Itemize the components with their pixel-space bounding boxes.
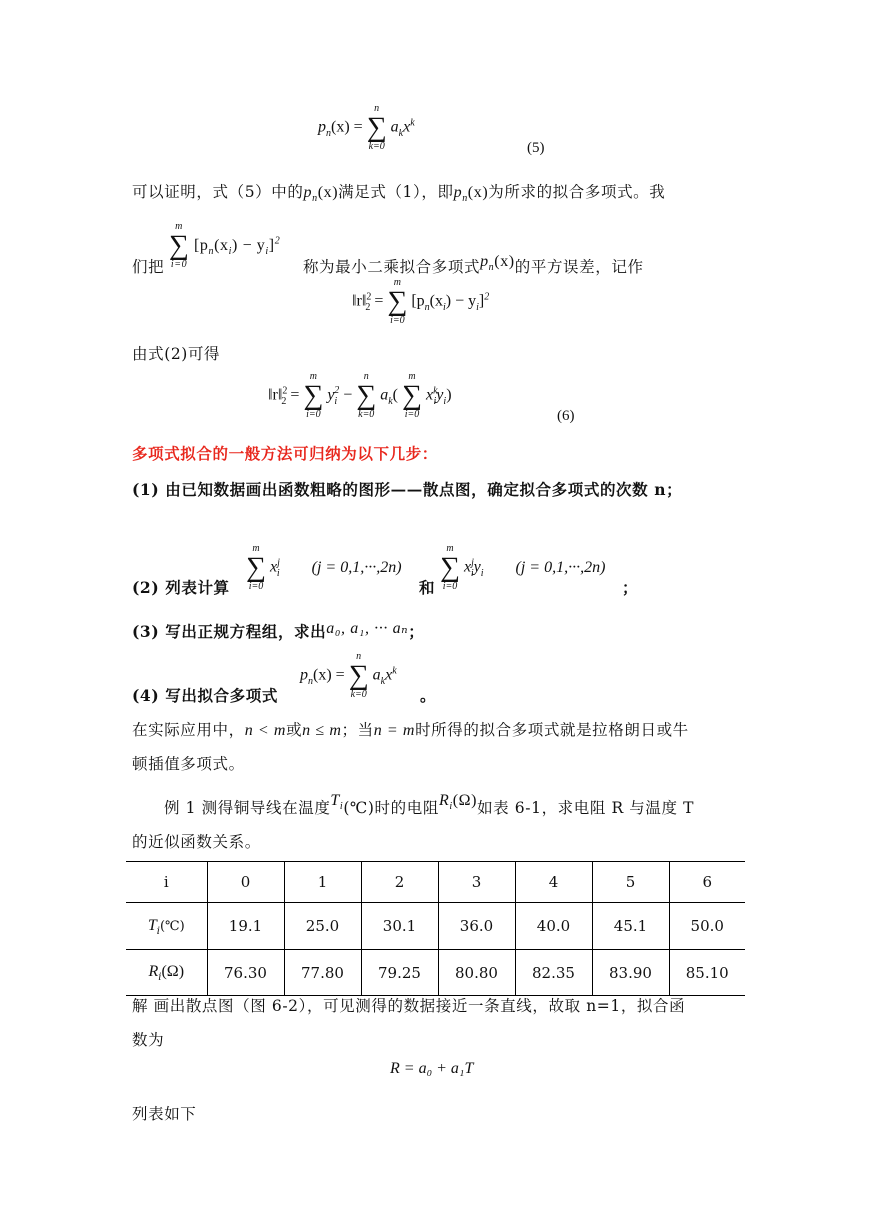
table-cell: 19.1 [207, 903, 284, 950]
example-1-line2: 的近似函数关系。 [132, 833, 261, 851]
step-1: (1) 由已知数据画出函数粗略的图形——散点图，确定拟合多项式的次数 n； [132, 480, 683, 499]
solution-line2: 数为 [132, 1031, 165, 1049]
table-cell: 4 [515, 862, 592, 903]
table-cell: 79.25 [361, 950, 438, 996]
table-cell: 50.0 [669, 903, 745, 950]
step-4-period: 。 [420, 686, 437, 705]
data-table [126, 861, 745, 996]
table-cell: 36.0 [438, 903, 515, 950]
paragraph-proof: 可以证明，式（5）中的$p_n(x)$满足式（1），即$p_n(x)$为所求的拟合多项式。我 [132, 183, 666, 205]
table-cell: 0 [207, 862, 284, 903]
table-cell: 2 [361, 862, 438, 903]
table-cell: 85.10 [669, 950, 745, 996]
table-cell: 1 [284, 862, 361, 903]
step-4: (4) 写出拟合多项式 [132, 686, 278, 705]
table-cell: 45.1 [592, 903, 669, 950]
table-cell: 3 [438, 862, 515, 903]
table-row-label: $R_i(\Omega)$ [126, 950, 207, 996]
formula-residual: ‖r‖$^2_2$ = m ∑ i=0 $[p_n(x_i) - y_i]^2$ [352, 277, 490, 326]
table-cell: 25.0 [284, 903, 361, 950]
table-cell: 80.80 [438, 950, 515, 996]
step-2-and: 和 [419, 578, 436, 597]
paragraph-from-eq2: 由式(2)可得 [132, 345, 221, 363]
table-cell: i [126, 862, 207, 903]
paragraph-square-error: 们把 m ∑ i=0 $[p_n(x_i) - y_i]^2$ 称为最小二乘拟合多项式$p_n(x)$的平方误差，记作 [132, 221, 644, 276]
step-2-sum-xjy: m ∑ i=0 $x^j_iy_i$ (j = 0,1,···,2n) [440, 543, 606, 592]
table-cell: 30.1 [361, 903, 438, 950]
table-cell: 77.80 [284, 950, 361, 996]
table-cell: 83.90 [592, 950, 669, 996]
example-1: 例 1 测得铜导线在温度$T_i(℃)$时的电阻$R_i(\Omega)$如表 6-1，求电阻 R 与温度 T [164, 792, 695, 817]
table-cell: 6 [669, 862, 745, 903]
section-heading: 多项式拟合的一般方法可归纳为以下几步： [132, 444, 438, 463]
step-3: (3) 写出正规方程组，求出a₀, a₁, ··· aₙ； [132, 620, 425, 641]
table-header-row [126, 862, 745, 903]
solution-line1: 解 画出散点图（图 6-2），可见测得的数据接近一条直线，故取 n=1，拟合函 [132, 997, 686, 1015]
table-row-label: $T_i(℃)$ [126, 903, 207, 950]
table-cell: 40.0 [515, 903, 592, 950]
solution-formula: R = a₀ + a₁T [390, 1060, 474, 1077]
formula-6: ‖r‖$^2_2$ = m ∑ i=0 $y_i^2$ − n ∑ k=0 $a_k$( m ∑ i=0 $x^k_iy_i$) [268, 371, 452, 420]
step-2-sum-xj: m ∑ i=0 $x^j_i$ (j = 0,1,···,2n) [246, 543, 402, 592]
step-2: (2) 列表计算 [132, 578, 230, 597]
equation-number-5: (5) [527, 140, 545, 156]
solution-line3: 列表如下 [132, 1105, 197, 1123]
table-cell: 76.30 [207, 950, 284, 996]
step-2-semicolon: ； [622, 578, 639, 597]
step-4-formula: $p_n(x)$ = n ∑ k=0 $a_kx^k$ [300, 651, 397, 700]
formula-5: $p_n(x)$ = n ∑ k=0 $a_kx^k$ [318, 103, 415, 152]
table-row-resistance [126, 950, 745, 996]
paragraph-application: 在实际应用中，n < m或n ≤ m；当n = m时所得的拟合多项式就是拉格朗日或牛 [132, 721, 689, 739]
sum-symbol: n ∑ k=0 [366, 103, 387, 152]
paragraph-application-line2: 顿插值多项式。 [132, 755, 245, 773]
table-row-temperature [126, 903, 745, 950]
table-cell: 5 [592, 862, 669, 903]
table-cell: 82.35 [515, 950, 592, 996]
equation-number-6: (6) [557, 408, 575, 424]
